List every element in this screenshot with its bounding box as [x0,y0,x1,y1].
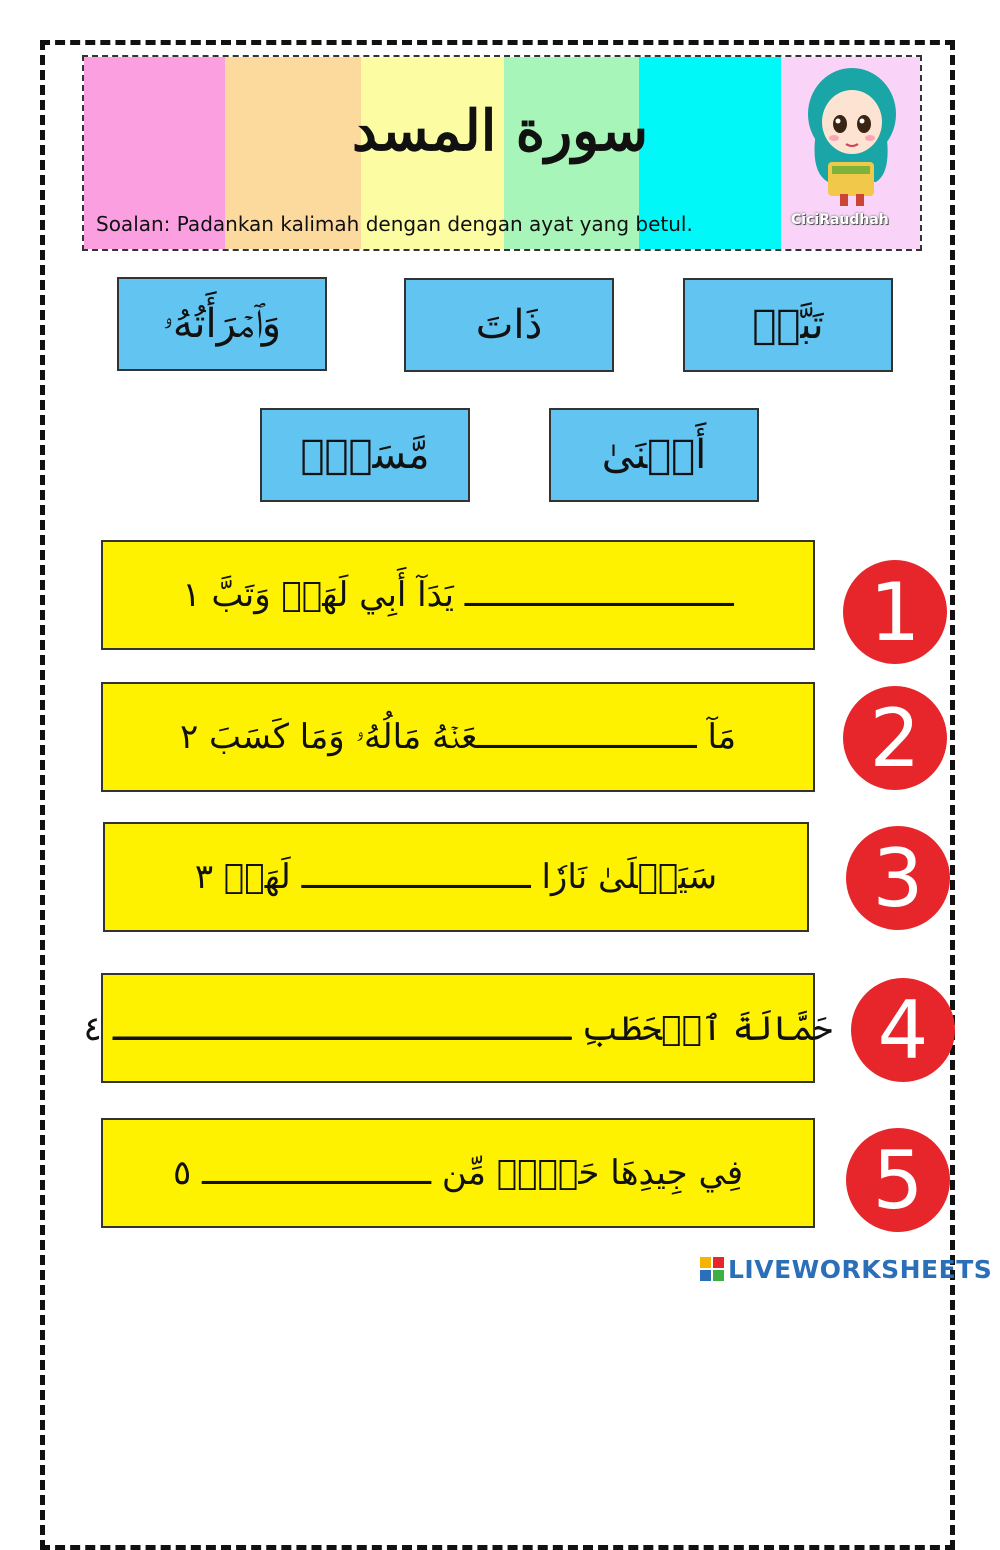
liveworksheets-label: LIVEWORKSHEETS [728,1254,993,1284]
verse-number-4: 4 [851,978,955,1082]
instruction-text: Soalan: Padankan kalimah dengan dengan ayat yang betul. [96,212,693,236]
page-title: سورة المسد [351,98,649,164]
liveworksheets-logo-icon [700,1257,724,1281]
verse-row-2[interactable]: مَآ ــــــــــــــــــــــعَنۡهُ مَالُهُۥ وَمَا كَسَبَ ٢ [101,682,815,792]
dashed-page-border [40,40,955,1550]
word-card-dhata[interactable]: ذَاتَ [404,278,614,372]
girl-avatar-illustration [792,62,910,212]
verse-number-2: 2 [843,686,947,790]
word-card-wamraatuhu[interactable]: وَٱمۡرَأَتُهُۥ [117,277,327,371]
verse-number-5: 5 [846,1128,950,1232]
brand-watermark: CiciRaudhah [791,212,889,228]
verse-number-3: 3 [846,826,950,930]
word-card-tabbat[interactable]: تَبَّتۡ [683,278,893,372]
liveworksheets-footer [700,1252,992,1286]
word-card-masad[interactable]: مَّسَدِۭ [260,408,470,502]
word-card-aghna[interactable]: أَغۡنَىٰ [549,408,759,502]
verse-row-5[interactable]: فِي جِيدِهَا حَبۡلٞ مِّن ـــــــــــــــــــــــ ٥ [101,1118,815,1228]
verse-number-1: 1 [843,560,947,664]
verse-row-3[interactable]: سَيَصۡلَىٰ نَارٗا ـــــــــــــــــــــــ لَهَبٖ ٣ [103,822,809,932]
verse-row-4[interactable]: حَمَّالَةَ ٱلۡحَطَبِ ـــــــــــــــــــــــ ٤ [101,973,815,1083]
verse-row-1[interactable]: ـــــــــــــــــــــــــــ يَدَآ أَبِي لَهَبٖ وَتَبَّ ١ [101,540,815,650]
